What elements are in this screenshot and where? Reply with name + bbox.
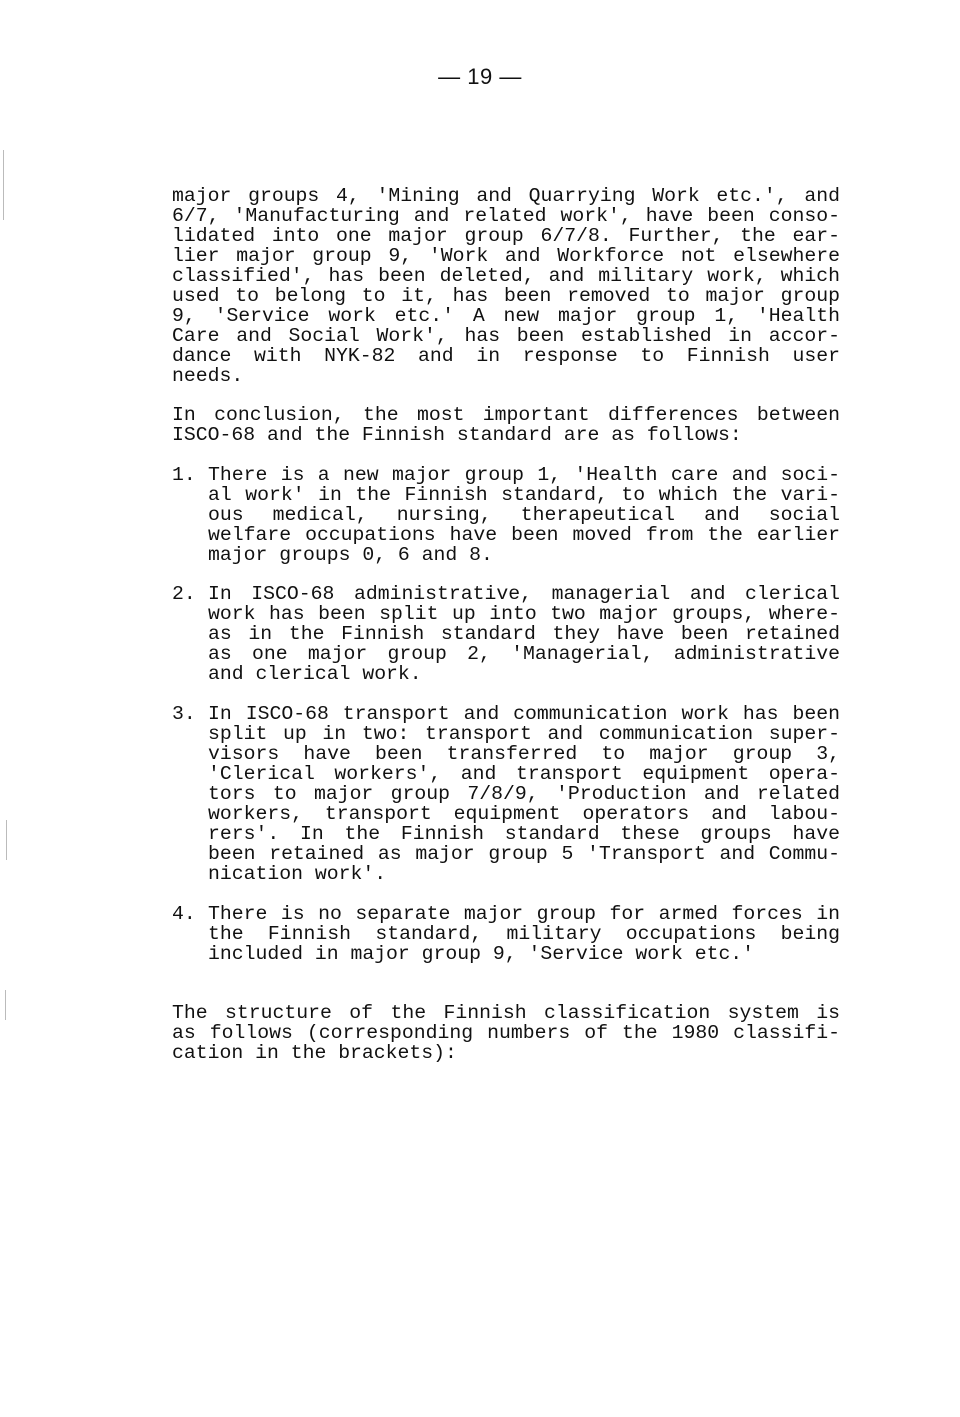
text-line: been retained as major group 5 'Transport and Commu-	[208, 843, 840, 865]
text-line: ous medical, nursing, therapeutical and social	[208, 504, 840, 526]
text-line: 9, 'Service work etc.' A new major group 1, 'Health	[172, 305, 840, 327]
list-item-text	[208, 465, 840, 565]
text-line: There is a new major group 1, 'Health care and soci-	[208, 464, 840, 486]
list-item-text	[208, 904, 840, 964]
text-line: rers'. In the Finnish standard these groups have	[208, 823, 840, 845]
text-line: In ISCO-68 transport and communication work has been	[208, 703, 840, 725]
list-number: 4.	[172, 903, 196, 925]
text-line: and clerical work.	[208, 663, 422, 685]
text-line: dance with NYK-82 and in response to Finnish user	[172, 345, 840, 367]
text-line: as follows (corresponding numbers of the 1980 classifi-	[172, 1022, 840, 1044]
list-number: 2.	[172, 583, 196, 605]
text-line: lidated into one major group 6/7/8. Further, the ear-	[172, 225, 840, 247]
scan-margin-mark	[3, 150, 4, 220]
text-line: In conclusion, the most important differences between	[172, 404, 840, 426]
text-line: tors to major group 7/8/9, 'Production and related	[208, 783, 840, 805]
text-line: classified', has been deleted, and military work, which	[172, 265, 840, 287]
list-item-text	[208, 704, 840, 884]
scan-margin-mark	[6, 820, 7, 860]
text-line: ISCO-68 and the Finnish standard are as follows:	[172, 424, 742, 446]
text-line: al work' in the Finnish standard, to which the vari-	[208, 484, 840, 506]
text-line: 'Clerical workers', and transport equipment opera-	[208, 763, 840, 785]
list-item-text	[208, 584, 840, 684]
text-line: The structure of the Finnish classification system is	[172, 1002, 840, 1024]
paragraph-conclusion	[172, 405, 840, 445]
text-line: cation in the brackets):	[172, 1042, 457, 1064]
text-line: the Finnish standard, military occupations being	[208, 923, 840, 945]
text-line: There is no separate major group for armed forces in	[208, 903, 840, 925]
text-line: workers, transport equipment operators and labou-	[208, 803, 840, 825]
text-line: as in the Finnish standard they have been retained	[208, 623, 840, 645]
page-number: — 19 —	[438, 64, 522, 89]
text-line: 6/7, 'Manufacturing and related work', have been conso-	[172, 205, 840, 227]
scan-margin-mark	[5, 990, 6, 1020]
list-number: 1.	[172, 464, 196, 486]
text-line: Care and Social Work', has been established in accor-	[172, 325, 840, 347]
text-line: split up in two: transport and communication super-	[208, 723, 840, 745]
paragraph-structure	[172, 1003, 840, 1063]
text-line: welfare occupations have been moved from the earlier	[208, 524, 840, 546]
text-line: major groups 4, 'Mining and Quarrying Work etc.', and	[172, 185, 840, 207]
text-line: as one major group 2, 'Managerial, administrative	[208, 643, 840, 665]
text-line: used to belong to it, has been removed to major group	[172, 285, 840, 307]
text-line: visors have been transferred to major group 3,	[208, 743, 840, 765]
text-line: In ISCO-68 administrative, managerial and clerical	[208, 583, 840, 605]
text-line: included in major group 9, 'Service work etc.'	[208, 943, 755, 965]
list-number: 3.	[172, 703, 196, 725]
text-line: nication work'.	[208, 863, 387, 885]
text-line: work has been split up into two major groups, where-	[208, 603, 840, 625]
paragraph-intro	[172, 186, 840, 386]
text-line: needs.	[172, 365, 244, 387]
text-line: major groups 0, 6 and 8.	[208, 544, 493, 566]
text-line: lier major group 9, 'Work and Workforce not elsewhere	[172, 245, 840, 267]
